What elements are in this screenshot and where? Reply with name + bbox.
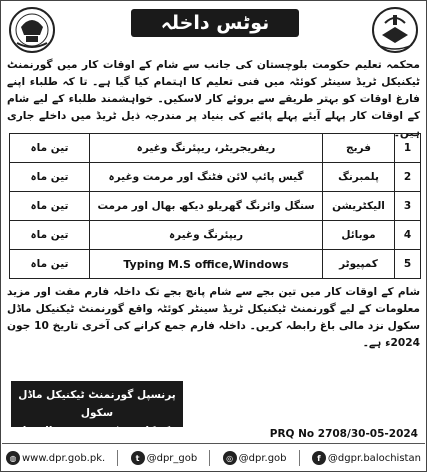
instagram-icon: ◎: [223, 451, 237, 465]
instagram-text: @dpr.gob: [238, 452, 287, 464]
education-department-logo: [370, 5, 420, 55]
website-link[interactable]: [6, 451, 105, 465]
trade-name: کمپیوٹر: [323, 250, 395, 279]
trade-description: ریفریجریٹر، ریپئرنگ وغیرہ: [90, 134, 323, 163]
table-row: [10, 134, 421, 163]
principal-line-2: ٹیکنیکل ٹریڈ سینٹر نزد مالی باغ کوئٹہ: [15, 425, 179, 455]
website-text: www.dpr.gob.pk.: [22, 452, 106, 464]
trades-table: [9, 133, 421, 279]
trade-description: سنگل وائرنگ گھریلو دیکھ بھال اور مرمت: [90, 192, 323, 221]
twitter-text: @dpr_gob: [146, 452, 198, 464]
intro-paragraph: محکمہ تعلیم حکومت بلوچستان کی جانب سے شام کے اوقات کار میں گورنمنٹ ٹیکنیکل ٹریڈ سینٹر کوئٹہ میں فنی تعلیم کا اہتمام کیا گیا ہے۔ تا کہ طلباء اپنے فارغ اوقات کو بہتر طریقے سے بروئے کار لاسکیں۔ خواہشمند طلباء کے لیے شام کے اوقات کار پہلے آیئے پہلے پائیے کی بنیاد پر مندرجہ ذیل ٹریڈ میں داخلے جاری ہیں۔: [7, 59, 420, 139]
serial-number: 3: [395, 192, 421, 221]
table-row: [10, 250, 421, 279]
trade-name: الیکٹریشن: [323, 192, 395, 221]
serial-number: 1: [395, 134, 421, 163]
facebook-text: @dgpr.balochistan: [327, 452, 421, 464]
divider: [117, 450, 118, 466]
footer-bar: [2, 443, 425, 472]
serial-number: 2: [395, 163, 421, 192]
principal-signature-box: [11, 381, 183, 455]
trade-description: Typing M.S office,Windows: [90, 250, 323, 279]
government-emblem-logo: [7, 5, 57, 55]
trade-duration: تین ماہ: [10, 163, 90, 192]
principal-line-1: پرنسپل گورنمنٹ ٹیکنیکل ماڈل سکول: [18, 389, 176, 419]
table-row: [10, 221, 421, 250]
facebook-icon: f: [312, 451, 326, 465]
trade-duration: تین ماہ: [10, 221, 90, 250]
table-row: [10, 163, 421, 192]
table-row: [10, 192, 421, 221]
serial-number: 4: [395, 221, 421, 250]
facebook-link[interactable]: [312, 451, 421, 465]
trade-name: پلمبرنگ: [323, 163, 395, 192]
prq-number: PRQ No 2708/30-05-2024: [269, 428, 418, 440]
trade-duration: تین ماہ: [10, 250, 90, 279]
trade-duration: تین ماہ: [10, 192, 90, 221]
instagram-link[interactable]: [223, 451, 287, 465]
trade-description: گیس پائپ لائن فٹنگ اور مرمت وغیرہ: [90, 163, 323, 192]
serial-number: 5: [395, 250, 421, 279]
divider: [299, 450, 300, 466]
details-paragraph: شام کے اوقات کار میں تین بجے سے شام پانچ بجے تک داخلہ فارم مفت اور مزید معلومات کے لیے گورنمنٹ ٹیکنیکل ٹریڈ سینٹر کوئٹہ واقع گورنمنٹ ٹیکنیکل ماڈل سکول نزد مالی باغ رابطہ کریں۔ داخلہ فارم جمع کرانے کی آخری تاریخ 10 جون 2024ء ہے۔: [7, 286, 421, 349]
globe-icon: ◍: [6, 451, 20, 465]
trade-name: موبائل: [323, 221, 395, 250]
twitter-link[interactable]: [131, 451, 198, 465]
trade-name: فریج: [323, 134, 395, 163]
trade-duration: تین ماہ: [10, 134, 90, 163]
twitter-icon: t: [131, 451, 145, 465]
divider: [209, 450, 210, 466]
trade-description: ریپئرنگ وغیرہ: [90, 221, 323, 250]
notice-title: نوٹس داخلہ: [131, 9, 299, 37]
